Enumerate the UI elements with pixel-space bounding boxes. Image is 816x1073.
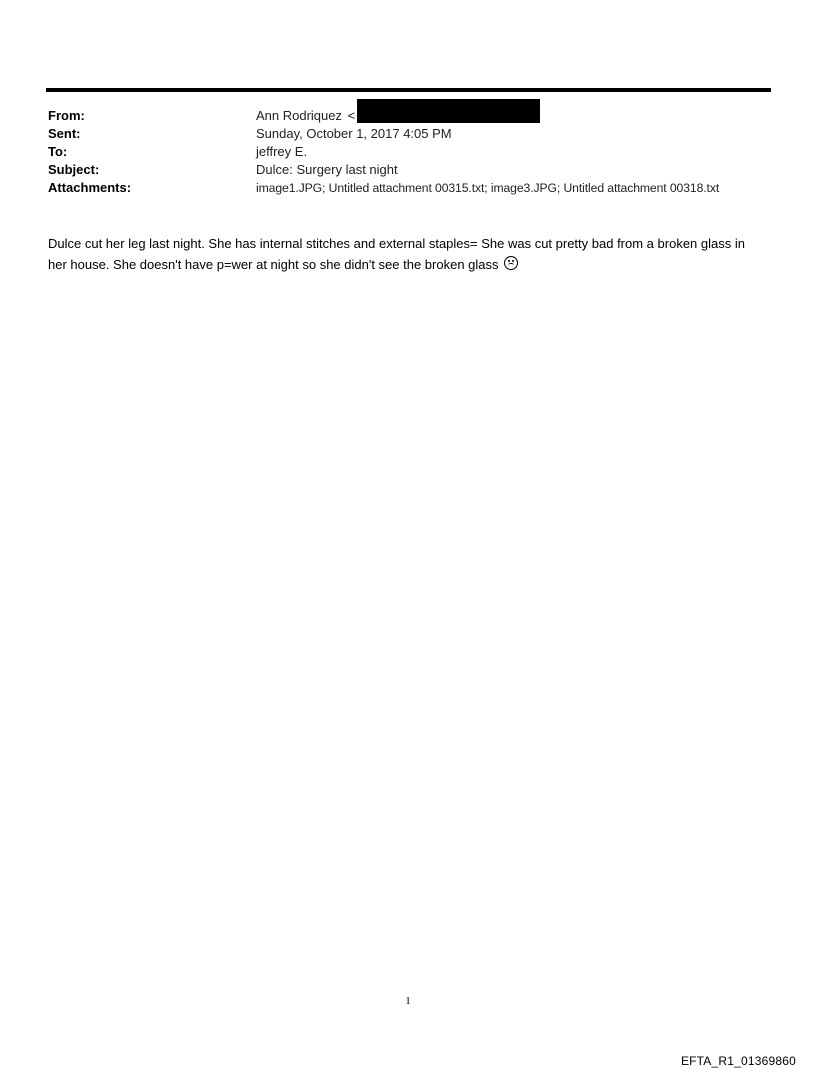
header-divider-rule xyxy=(46,88,771,92)
page-number: 1 xyxy=(405,995,411,1007)
body-line-2-container xyxy=(48,254,778,275)
from-value xyxy=(256,107,540,125)
subject-row xyxy=(48,161,778,179)
body-line-2: her house. She doesn't have p=wer at night so she didn't see the broken glass xyxy=(48,257,499,272)
attachments-row xyxy=(48,179,778,197)
sent-label: Sent: xyxy=(48,126,81,141)
from-row xyxy=(48,107,778,125)
body-line-1: Dulce cut her leg last night. She has internal stitches and external staples= She was cut pretty bad from a broken glass in xyxy=(48,236,745,251)
sender-email-bracket: < xyxy=(347,108,356,123)
sent-value: Sunday, October 1, 2017 4:05 PM xyxy=(256,126,452,141)
sad-face-icon xyxy=(504,256,518,270)
to-label: To: xyxy=(48,144,68,159)
to-value: jeffrey E. xyxy=(256,144,308,159)
subject-value: Dulce: Surgery last night xyxy=(256,162,398,177)
to-row xyxy=(48,143,778,161)
sender-name: Ann Rodriquez xyxy=(256,108,342,123)
redaction-block xyxy=(357,99,540,123)
from-label: From: xyxy=(48,108,85,123)
bates-number: EFTA_R1_01369860 xyxy=(680,1054,796,1068)
email-body xyxy=(48,233,778,275)
attachments-label: Attachments: xyxy=(48,180,132,195)
attachments-value: image1.JPG; Untitled attachment 00315.txt; image3.JPG; Untitled attachment 00318.txt xyxy=(256,181,720,195)
sent-row xyxy=(48,125,778,143)
email-header xyxy=(48,107,778,197)
subject-label: Subject: xyxy=(48,162,100,177)
